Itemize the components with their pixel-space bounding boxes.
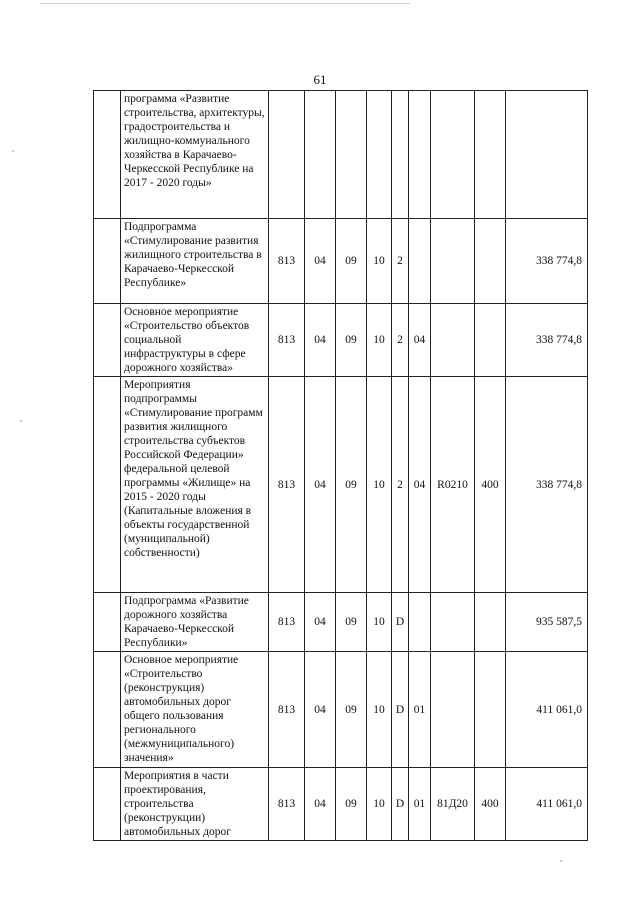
row-index-cell bbox=[94, 377, 121, 593]
row-name-cell: Основное мероприятие «Строительство объектов социальной инфраструктуры в сфере дорожного хозяйства» bbox=[121, 304, 269, 377]
cell-c2: D bbox=[392, 593, 409, 652]
cell-pr: 09 bbox=[336, 219, 367, 304]
cell-c4: 81Д20 bbox=[431, 768, 475, 841]
cell-sum: 411 061,0 bbox=[506, 768, 588, 841]
cell-c2: 2 bbox=[392, 304, 409, 377]
cell-vr bbox=[475, 219, 506, 304]
cell-c1: 10 bbox=[367, 593, 392, 652]
cell-vr: 400 bbox=[475, 768, 506, 841]
table-row bbox=[94, 768, 588, 841]
cell-c3: 04 bbox=[409, 377, 431, 593]
row-name-cell: Подпрограмма «Развитие дорожного хозяйства Карачаево-Черкесской Республики» bbox=[121, 593, 269, 652]
cell-vr bbox=[475, 304, 506, 377]
cell-rz: 04 bbox=[305, 377, 336, 593]
table-row bbox=[94, 593, 588, 652]
cell-pr bbox=[336, 91, 367, 219]
row-name-cell: Подпрограмма «Стимулирование развития жилищного строительства в Карачаево-Черкесской Республике» bbox=[121, 219, 269, 304]
cell-grbs: 813 bbox=[269, 593, 305, 652]
cell-pr: 09 bbox=[336, 768, 367, 841]
table-row bbox=[94, 219, 588, 304]
cell-c4: R0210 bbox=[431, 377, 475, 593]
cell-pr: 09 bbox=[336, 377, 367, 593]
cell-c3 bbox=[409, 593, 431, 652]
row-index-cell bbox=[94, 768, 121, 841]
cell-grbs: 813 bbox=[269, 768, 305, 841]
cell-sum: 411 061,0 bbox=[506, 652, 588, 768]
cell-c2: 2 bbox=[392, 219, 409, 304]
row-index-cell bbox=[94, 304, 121, 377]
table-row bbox=[94, 91, 588, 219]
cell-vr: 400 bbox=[475, 377, 506, 593]
row-name-cell: программа «Развитие строительства, архитектуры, градостроительства и жилищно-коммунального хозяйства в Карачаево-Черкесской Республике на 2017 - 2020 годы» bbox=[121, 91, 269, 219]
cell-c4 bbox=[431, 219, 475, 304]
cell-c1: 10 bbox=[367, 768, 392, 841]
cell-vr bbox=[475, 593, 506, 652]
cell-sum: 935 587,5 bbox=[506, 593, 588, 652]
cell-pr: 09 bbox=[336, 593, 367, 652]
row-name-cell: Мероприятия в части проектирования, строительства (реконструкции) автомобильных дорог bbox=[121, 768, 269, 841]
scan-top-edge bbox=[40, 3, 410, 4]
cell-rz: 04 bbox=[305, 652, 336, 768]
cell-c3 bbox=[409, 219, 431, 304]
cell-c4 bbox=[431, 304, 475, 377]
cell-c4 bbox=[431, 593, 475, 652]
cell-sum bbox=[506, 91, 588, 219]
table-row bbox=[94, 304, 588, 377]
row-index-cell bbox=[94, 652, 121, 768]
row-name-cell: Основное мероприятие «Строительство (реконструкция) автомобильных дорог общего пользования регионального (межмуниципального) значения» bbox=[121, 652, 269, 768]
cell-c1: 10 bbox=[367, 304, 392, 377]
cell-c4 bbox=[431, 652, 475, 768]
cell-rz bbox=[305, 91, 336, 219]
cell-c1: 10 bbox=[367, 652, 392, 768]
cell-pr: 09 bbox=[336, 652, 367, 768]
cell-c3: 04 bbox=[409, 304, 431, 377]
cell-grbs: 813 bbox=[269, 219, 305, 304]
cell-c3: 01 bbox=[409, 652, 431, 768]
cell-grbs: 813 bbox=[269, 304, 305, 377]
cell-grbs bbox=[269, 91, 305, 219]
cell-c2 bbox=[392, 91, 409, 219]
row-index-cell bbox=[94, 219, 121, 304]
cell-rz: 04 bbox=[305, 593, 336, 652]
row-name-cell: Мероприятия подпрограммы «Стимулирование программ развития жилищного строительства субъектов Российской Федерации» федеральной целевой программы «Жилище» на 2015 - 2020 годы (Капитальные вложения в объекты государственной (муниципальной) собственности) bbox=[121, 377, 269, 593]
cell-sum: 338 774,8 bbox=[506, 377, 588, 593]
page-number: 61 bbox=[313, 72, 327, 87]
budget-table bbox=[93, 90, 588, 841]
cell-c2: D bbox=[392, 652, 409, 768]
cell-rz: 04 bbox=[305, 768, 336, 841]
cell-rz: 04 bbox=[305, 304, 336, 377]
scan-speck bbox=[12, 150, 14, 152]
cell-grbs: 813 bbox=[269, 652, 305, 768]
cell-c2: D bbox=[392, 768, 409, 841]
cell-c3 bbox=[409, 91, 431, 219]
cell-c2: 2 bbox=[392, 377, 409, 593]
cell-vr bbox=[475, 91, 506, 219]
cell-c4 bbox=[431, 91, 475, 219]
cell-pr: 09 bbox=[336, 304, 367, 377]
row-index-cell bbox=[94, 593, 121, 652]
table-row bbox=[94, 652, 588, 768]
cell-c1 bbox=[367, 91, 392, 219]
scan-speck bbox=[560, 860, 562, 862]
cell-c1: 10 bbox=[367, 219, 392, 304]
cell-sum: 338 774,8 bbox=[506, 304, 588, 377]
table-row bbox=[94, 377, 588, 593]
cell-vr bbox=[475, 652, 506, 768]
cell-grbs: 813 bbox=[269, 377, 305, 593]
scan-speck bbox=[20, 420, 22, 422]
cell-rz: 04 bbox=[305, 219, 336, 304]
cell-c3: 01 bbox=[409, 768, 431, 841]
cell-c1: 10 bbox=[367, 377, 392, 593]
row-index-cell bbox=[94, 91, 121, 219]
cell-sum: 338 774,8 bbox=[506, 219, 588, 304]
